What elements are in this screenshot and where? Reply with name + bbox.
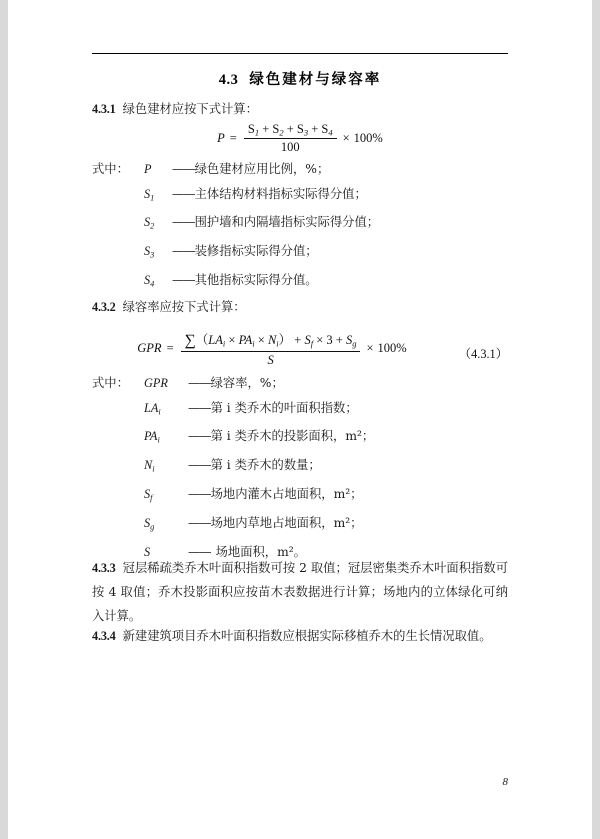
formula2-equals: = xyxy=(166,341,174,356)
where-row xyxy=(92,182,508,211)
formula2-open-paren: （ xyxy=(195,333,209,347)
clause-4-3-3-text: 冠层稀疏类乔木叶面积指数可按 2 取值；冠层密集类乔木叶面积指数可按 4 取值；乔木投影面积应按苗木表数据进行计算；场地内的立体绿化可纳入计算。 xyxy=(92,561,508,623)
where-symbol: S xyxy=(144,544,151,559)
where-dash: —— xyxy=(188,458,211,473)
formula1-term-3: $S_3$ xyxy=(296,122,309,138)
where-text: 场地内草地占地面积，m²； xyxy=(210,515,363,530)
formula2-three: 3 xyxy=(326,333,333,347)
formula1-lhs: P xyxy=(217,131,225,146)
where-symbol: $LA_i$ xyxy=(144,400,161,416)
clause-4-3-4-text: 新建建筑项目乔木叶面积指数应根据实际移植乔木的生长情况取值。 xyxy=(122,629,492,643)
where-text: 围护墙和内隔墙指标实际得分值； xyxy=(194,215,380,230)
formula-green-material xyxy=(92,122,508,155)
formula2-plus-1: + xyxy=(291,333,305,347)
formula1-plus-2: + xyxy=(286,122,297,136)
formula1-term-1: $S_1$ xyxy=(247,122,260,138)
formula2-times-2: × xyxy=(254,333,268,347)
where-list-2 xyxy=(92,371,508,564)
page-number: 8 xyxy=(502,776,508,788)
formula2-sf: $S_f$ xyxy=(304,333,314,349)
where-dash: —— xyxy=(172,186,195,201)
formula1-plus-3: + xyxy=(311,122,322,136)
where-row xyxy=(92,511,508,540)
where-row xyxy=(92,424,508,453)
formula2-lhs: GPR xyxy=(137,341,162,356)
where-dash: —— xyxy=(188,515,211,530)
page-title xyxy=(92,68,508,89)
formula-green-plot-ratio xyxy=(92,330,508,368)
formula2-numerator xyxy=(181,330,361,351)
formula1-numerator xyxy=(244,122,337,138)
clause-4-3-3-label: 4.3.3 xyxy=(92,561,116,575)
where-text: 绿色建材应用比例，%； xyxy=(194,162,330,176)
where-text: 装修指标实际得分值； xyxy=(194,244,318,259)
where-row xyxy=(92,396,508,425)
where-symbol: P xyxy=(144,162,152,176)
clause-4-3-4-label: 4.3.4 xyxy=(92,629,116,643)
where-dash: —— xyxy=(172,215,195,230)
formula2-la: $LA_i$ xyxy=(208,333,226,349)
formula2-n: $N_i$ xyxy=(267,333,279,349)
clause-4-3-2-label: 4.3.2 xyxy=(92,300,116,314)
formula2-times-1: × xyxy=(225,333,239,347)
formula2-close-paren: ） xyxy=(278,333,292,347)
where-text: 主体结构材料指标实际得分值； xyxy=(194,186,367,201)
formula1-fraction xyxy=(244,122,337,155)
formula2-pa: $PA_i$ xyxy=(238,333,255,349)
formula2-percent: 100% xyxy=(377,341,407,356)
where-row xyxy=(92,371,508,396)
where-text: 场地面积，m²。 xyxy=(215,544,306,559)
where-row xyxy=(92,239,508,268)
where-text: 第 i 类乔木的投影面积，m²； xyxy=(210,429,375,444)
where-text: 场地内灌木占地面积，m²； xyxy=(210,486,363,501)
page-title-number: 4.3 xyxy=(218,72,239,88)
where-row xyxy=(92,268,508,297)
where-symbol: $S_4$ xyxy=(144,272,155,289)
sigma-icon: ∑ xyxy=(184,331,196,349)
clause-4-3-2 xyxy=(92,297,508,318)
where-dash: —— xyxy=(172,162,195,176)
where-symbol: $S_3$ xyxy=(144,244,155,260)
where-row xyxy=(92,453,508,482)
formula2-denominator: S xyxy=(267,352,274,367)
where-dash: —— xyxy=(188,544,211,559)
where-text: 其他指标实际得分值。 xyxy=(194,272,318,287)
where-symbol: $S_g$ xyxy=(144,515,155,532)
formula1-term-2: $S_2$ xyxy=(272,122,284,138)
where-row xyxy=(92,210,508,239)
formula2-plus-2: + xyxy=(332,333,346,347)
where-list-1 xyxy=(92,157,508,297)
where-symbol: $PA_i$ xyxy=(144,429,160,445)
where-row xyxy=(92,482,508,511)
formula1-equals: = xyxy=(229,131,237,146)
where-text: 绿容率，%； xyxy=(210,376,284,390)
where-dash: —— xyxy=(188,486,211,501)
formula2-sg: $S_g$ xyxy=(345,333,357,349)
clause-4-3-3 xyxy=(92,556,508,628)
where-lead: 式中： xyxy=(92,162,129,176)
clause-4-3-1-text: 绿色建材应按下式计算： xyxy=(122,102,258,116)
document-page xyxy=(8,0,592,839)
where-symbol: $S_1$ xyxy=(144,186,155,202)
where-symbol: $S_2$ xyxy=(144,215,155,231)
formula1-plus-1: + xyxy=(262,122,273,136)
where-dash: —— xyxy=(188,376,211,390)
where-text: 第 i 类乔木的数量； xyxy=(210,458,321,473)
formula1-denominator: 100 xyxy=(280,140,300,155)
where-dash: —— xyxy=(172,244,195,259)
formula1-term-4: $S_4$ xyxy=(321,122,333,138)
formula2-times: × xyxy=(366,341,374,356)
where-dash: —— xyxy=(188,400,211,415)
clause-4-3-1-label: 4.3.1 xyxy=(92,102,116,116)
where-lead: 式中： xyxy=(92,376,129,390)
formula1-percent: 100% xyxy=(353,131,383,146)
where-symbol: $N_i$ xyxy=(144,458,155,474)
formula2-times-3: × xyxy=(313,333,327,347)
header-rule xyxy=(92,53,508,54)
where-dash: —— xyxy=(188,429,211,444)
page-title-text: 绿色建材与绿容率 xyxy=(249,71,382,88)
where-symbol: GPR xyxy=(144,376,168,390)
clause-4-3-4 xyxy=(92,624,508,648)
formula2-fraction xyxy=(181,330,361,368)
where-symbol: $S_f$ xyxy=(144,486,153,503)
where-text: 第 i 类乔木的叶面积指数； xyxy=(210,400,358,415)
where-dash: —— xyxy=(172,272,195,287)
clause-4-3-2-text: 绿容率应按下式计算： xyxy=(122,300,246,314)
clause-4-3-1 xyxy=(92,99,508,120)
formula1-times: × xyxy=(342,131,350,146)
where-row xyxy=(92,157,508,182)
equation-number: （4.3.1） xyxy=(458,347,508,361)
